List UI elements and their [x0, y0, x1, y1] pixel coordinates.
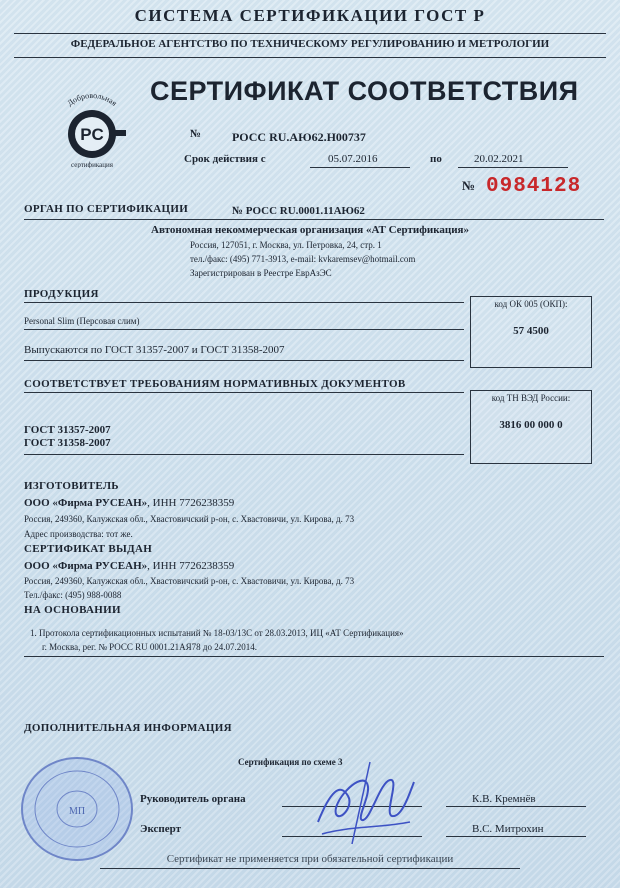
manufacturer-address: Россия, 249360, Калужская обл., Хвастовичский р-он, с. Хвастовичи, ул. Кирова, д. 73	[24, 514, 355, 524]
basis-label: НА ОСНОВАНИИ	[24, 604, 121, 616]
divider	[14, 57, 606, 58]
manufacturer-line	[24, 497, 234, 509]
valid-from: 05.07.2016	[328, 153, 378, 165]
okp-label: код ОК 005 (ОКП):	[494, 299, 568, 309]
head-label: Руководитель органа	[140, 793, 246, 805]
manufacturer-label: ИЗГОТОВИТЕЛЬ	[24, 480, 119, 492]
divider	[14, 33, 606, 34]
signature-icon	[310, 752, 420, 848]
norm-doc-2: ГОСТ 31358-2007	[24, 437, 111, 449]
scheme-text: Сертификация по схеме 3	[238, 757, 343, 767]
underline	[100, 868, 520, 869]
organ-label: ОРГАН ПО СЕРТИФИКАЦИИ	[24, 203, 189, 215]
tnved-code-box	[470, 390, 592, 464]
underline	[24, 454, 464, 455]
issued-label: СЕРТИФИКАТ ВЫДАН	[24, 543, 153, 555]
underline	[458, 167, 568, 168]
basis-line-2: г. Москва, рег. № РОСС RU 0001.21АЯ78 до 24.07.2014.	[42, 642, 257, 652]
expert-label: Эксперт	[140, 823, 182, 835]
production-address: Адрес производства: тот же.	[24, 529, 133, 539]
serial-label: №	[462, 178, 476, 193]
underline	[24, 360, 464, 361]
manufacturer-name: ООО «Фирма РУСЕАН»	[24, 497, 148, 509]
underline	[24, 656, 604, 657]
underline	[24, 302, 464, 303]
expert-name: В.С. Митрохин	[472, 823, 544, 835]
additional-label: ДОПОЛНИТЕЛЬНАЯ ИНФОРМАЦИЯ	[24, 722, 232, 734]
organ-registry: Зарегистрирован в Реестре ЕврАзЭС	[190, 268, 332, 278]
svg-text:сертификация: сертификация	[71, 161, 113, 168]
agency-name: ФЕДЕРАЛЬНОЕ АГЕНТСТВО ПО ТЕХНИЧЕСКОМУ РЕГУЛИРОВАНИЮ И МЕТРОЛОГИИ	[70, 38, 550, 50]
basis-line-1: 1. Протокола сертификационных испытаний № 18-03/13С от 28.03.2013, ИЦ «АТ Сертификация»	[30, 628, 404, 638]
head-name: К.В. Кремнёв	[472, 793, 536, 805]
valid-to-label: по	[430, 153, 442, 165]
organ-name: Автономная некоммерческая организация «АТ Сертификация»	[151, 224, 469, 236]
issued-address: Россия, 249360, Калужская обл., Хвастовичский р-он, с. Хвастовичи, ул. Кирова, д. 73	[24, 576, 355, 586]
okp-code-box	[470, 296, 592, 368]
svg-text:МП: МП	[68, 806, 86, 817]
svg-text:Добровольная: Добровольная	[65, 90, 119, 108]
manufacturer-inn: , ИНН 7726238359	[147, 497, 235, 509]
underline	[24, 392, 464, 393]
underline	[446, 836, 586, 837]
issued-name: ООО «Фирма РУСЕАН»	[24, 560, 148, 572]
footer-note: Сертификат не применяется при обязательной сертификации	[166, 853, 454, 865]
underline	[310, 167, 410, 168]
product-label: ПРОДУКЦИЯ	[24, 288, 99, 300]
cert-no-label: №	[190, 128, 202, 140]
product-name: Personal Slim (Персовая слим)	[24, 316, 140, 326]
organ-contacts: тел./факс: (495) 771-3913, e-mail: kvkaremsev@hotmail.com	[190, 254, 416, 264]
cert-number: РОСС RU.АЮ62.Н00737	[232, 130, 366, 144]
okp-value: 57 4500	[513, 325, 549, 337]
underline	[446, 806, 586, 807]
valid-to: 20.02.2021	[474, 153, 524, 165]
validity-label: Срок действия с	[184, 153, 266, 165]
serial-number: 0984128	[486, 175, 582, 198]
tnved-value: 3816 00 000 0	[499, 419, 563, 431]
compliance-label: СООТВЕТСТВУЕТ ТРЕБОВАНИЯМ НОРМАТИВНЫХ ДОКУМЕНТОВ	[24, 378, 406, 390]
underline	[24, 329, 464, 330]
organ-number: № РОСС RU.0001.11АЮ62	[232, 205, 365, 217]
norm-doc-1: ГОСТ 31357-2007	[24, 424, 111, 436]
issued-line	[24, 560, 234, 572]
svg-text:PC: PC	[80, 125, 104, 144]
issued-inn: , ИНН 7726238359	[147, 560, 235, 572]
product-gost: Выпускаются по ГОСТ 31357-2007 и ГОСТ 31358-2007	[24, 344, 285, 356]
organ-address: Россия, 127051, г. Москва, ул. Петровка, 24, стр. 1	[190, 240, 382, 250]
stamp-seal-icon	[18, 754, 136, 864]
system-title: СИСТЕМА СЕРТИФИКАЦИИ ГОСТ Р	[134, 6, 486, 25]
gost-r-logo-icon	[50, 90, 134, 168]
underline	[24, 219, 604, 220]
tnved-label: код ТН ВЭД России:	[491, 393, 571, 403]
certificate-title: СЕРТИФИКАТ СООТВЕТСТВИЯ	[150, 76, 579, 106]
issued-phone: Тел./факс: (495) 988-0088	[24, 590, 122, 600]
